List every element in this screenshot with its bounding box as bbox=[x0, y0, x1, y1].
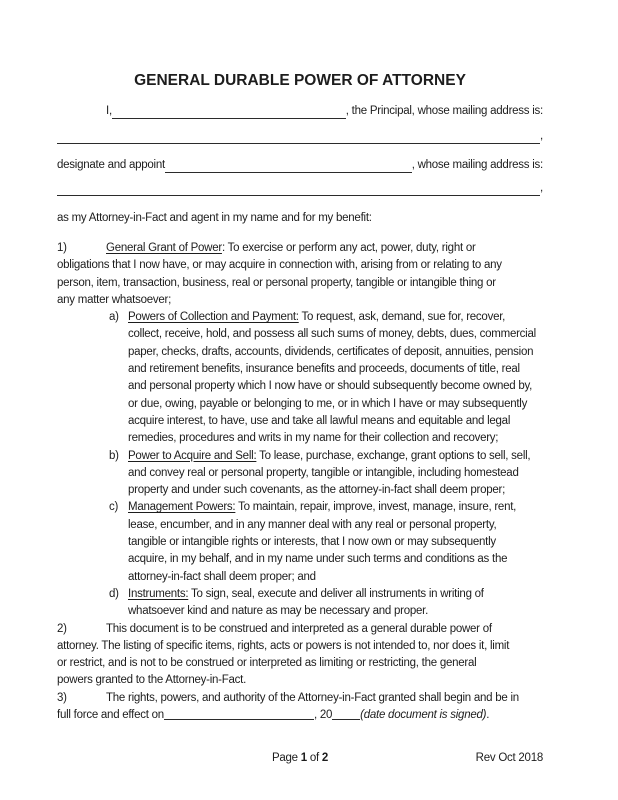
principal-prefix-label: I, bbox=[106, 105, 112, 117]
paragraph-line bbox=[57, 240, 543, 257]
text-segment: acquire interest, to have, use and take all lawful means and equitable and legal bbox=[128, 414, 511, 427]
paragraph-line bbox=[57, 672, 543, 689]
paragraph-line bbox=[57, 465, 543, 482]
principal-address-line bbox=[57, 128, 543, 144]
page-number-label bbox=[57, 751, 543, 766]
agent-clause-line bbox=[57, 211, 543, 226]
fill-in-blank bbox=[332, 709, 360, 720]
paragraph-line bbox=[57, 378, 543, 395]
appoint-prefix-label: designate and appoint bbox=[57, 159, 165, 171]
principal-suffix-label: , the Principal, whose mailing address is: bbox=[345, 105, 543, 117]
text-segment: (date document is signed) bbox=[360, 709, 487, 722]
text-segment: lease, encumber, and in any manner deal with any real or personal property, bbox=[128, 518, 497, 531]
paragraph-line bbox=[57, 309, 543, 326]
agent-clause-label: as my Attorney-in-Fact and agent in my name and for my benefit: bbox=[57, 212, 372, 224]
trailing-comma: , bbox=[540, 130, 543, 142]
paragraph-line bbox=[57, 499, 543, 516]
text-segment: This document is to be construed and interpreted as a general durable power of bbox=[106, 622, 492, 635]
text-segment: property and under such covenants, as the attorney-in-fact shall deem proper; bbox=[128, 484, 506, 497]
text-segment: and retirement benefits, insurance benefits and proceeds, documents of title, real bbox=[128, 363, 520, 376]
paragraph-line bbox=[57, 569, 543, 586]
attorney-address-line bbox=[57, 180, 543, 196]
paragraph-line bbox=[57, 621, 543, 638]
text-segment: and personal property which I now have or should subsequently become owned by, bbox=[128, 380, 533, 393]
text-segment: acquire, in my behalf, and in my name under such terms and conditions as the bbox=[128, 553, 508, 566]
text-segment: Instruments: bbox=[128, 587, 189, 600]
text-segment: The rights, powers, and authority of the Attorney-in-Fact granted shall begin and be in bbox=[106, 691, 519, 704]
paragraph-line bbox=[57, 326, 543, 343]
paragraph-line bbox=[57, 413, 543, 430]
text-segment: of bbox=[306, 752, 322, 764]
list-marker: d) bbox=[109, 587, 119, 600]
paragraph-line bbox=[57, 361, 543, 378]
list-marker: b) bbox=[109, 449, 119, 462]
text-segment: collect, receive, hold, and possess all such sums of money, debts, dues, commercial bbox=[128, 328, 536, 341]
paragraph-line bbox=[57, 551, 543, 568]
text-segment: 2 bbox=[321, 752, 329, 764]
paragraph-line bbox=[57, 517, 543, 534]
list-marker: c) bbox=[109, 501, 119, 514]
text-segment: Powers of Collection and Payment: bbox=[128, 311, 299, 324]
appoint-suffix-label: , whose mailing address is: bbox=[411, 159, 543, 171]
text-segment: Page bbox=[271, 752, 301, 764]
paragraph-line bbox=[57, 275, 543, 292]
text-segment: To lease, purchase, exchange, grant options to sell, sell, bbox=[256, 449, 531, 462]
text-segment: tangible or intangible rights or interests, that I now own or may subsequently bbox=[128, 536, 496, 549]
text-segment: any matter whatsoever; bbox=[57, 293, 172, 306]
text-segment: whatsoever kind and nature as may be necessary and proper. bbox=[128, 605, 429, 618]
paragraph-line bbox=[57, 396, 543, 413]
trailing-comma: , bbox=[540, 182, 543, 194]
page-footer bbox=[57, 751, 543, 766]
text-segment: , 20 bbox=[313, 709, 333, 722]
paragraph-line bbox=[57, 707, 543, 724]
principal-address-blank bbox=[57, 130, 540, 144]
text-segment: Management Powers: bbox=[128, 501, 236, 514]
text-segment: : To exercise or perform any act, power, duty, right or bbox=[221, 242, 476, 254]
principal-line bbox=[57, 104, 543, 119]
text-segment: attorney. The listing of specific items, rights, acts or powers is not intended to, nor does it, limit bbox=[57, 639, 510, 652]
text-segment: person, item, transaction, business, real or personal property, tangible or intangible thing or bbox=[57, 276, 496, 289]
text-segment: Power to Acquire and Sell: bbox=[128, 449, 257, 462]
list-marker: 3) bbox=[57, 691, 67, 704]
paragraph-line bbox=[57, 690, 543, 707]
text-segment: or restrict, and is not to be construed or interpreted as limiting or restricting, the general bbox=[57, 657, 477, 670]
text-segment: and convey real or personal property, tangible or intangible, including homestead bbox=[128, 466, 519, 479]
paragraph-line bbox=[57, 344, 543, 361]
appoint-line bbox=[57, 158, 543, 173]
document-title: GENERAL DURABLE POWER OF ATTORNEY bbox=[134, 72, 466, 89]
text-segment: paper, checks, drafts, accounts, dividends, certificates of deposit, annuities, pension bbox=[128, 345, 534, 358]
paragraph-line bbox=[57, 448, 543, 465]
paragraph-line bbox=[57, 603, 543, 620]
paragraph-line bbox=[57, 430, 543, 447]
list-marker: 2) bbox=[57, 622, 67, 635]
attorney-address-blank bbox=[57, 182, 540, 196]
text-segment: To request, ask, demand, sue for, recover, bbox=[298, 311, 506, 324]
text-segment: To maintain, repair, improve, invest, manage, insure, rent, bbox=[235, 501, 517, 514]
paragraph-line bbox=[57, 257, 543, 274]
body-paragraphs bbox=[57, 240, 543, 724]
text-segment: . bbox=[486, 709, 490, 722]
text-segment: attorney-in-fact shall deem proper; and bbox=[128, 570, 316, 583]
list-marker: 1) bbox=[57, 242, 67, 254]
paragraph-line bbox=[57, 638, 543, 655]
text-segment: full force and effect on bbox=[57, 709, 164, 722]
text-segment: obligations that I now have, or may acquire in connection with, arising from or relating to any bbox=[57, 259, 502, 272]
paragraph-line bbox=[57, 482, 543, 499]
text-segment: remedies, procedures and writs in my name for their collection and recovery; bbox=[128, 432, 499, 445]
principal-name-blank bbox=[112, 105, 346, 119]
text-segment: General Grant of Power bbox=[106, 242, 222, 254]
text-segment: or due, owing, payable or belonging to me, or in which I have or may subsequently bbox=[128, 397, 528, 410]
text-segment: 1 bbox=[300, 752, 307, 764]
list-marker: a) bbox=[109, 311, 119, 324]
attorney-name-blank bbox=[165, 159, 412, 173]
paragraph-line bbox=[57, 655, 543, 672]
text-segment: powers granted to the Attorney-in-Fact. bbox=[57, 674, 247, 687]
paragraph-line bbox=[57, 292, 543, 309]
fill-in-blank bbox=[164, 709, 314, 720]
paragraph-line bbox=[57, 586, 543, 603]
revision-label: Rev Oct 2018 bbox=[475, 752, 543, 764]
text-segment: To sign, seal, execute and deliver all instruments in writing of bbox=[188, 587, 484, 600]
paragraph-line bbox=[57, 534, 543, 551]
